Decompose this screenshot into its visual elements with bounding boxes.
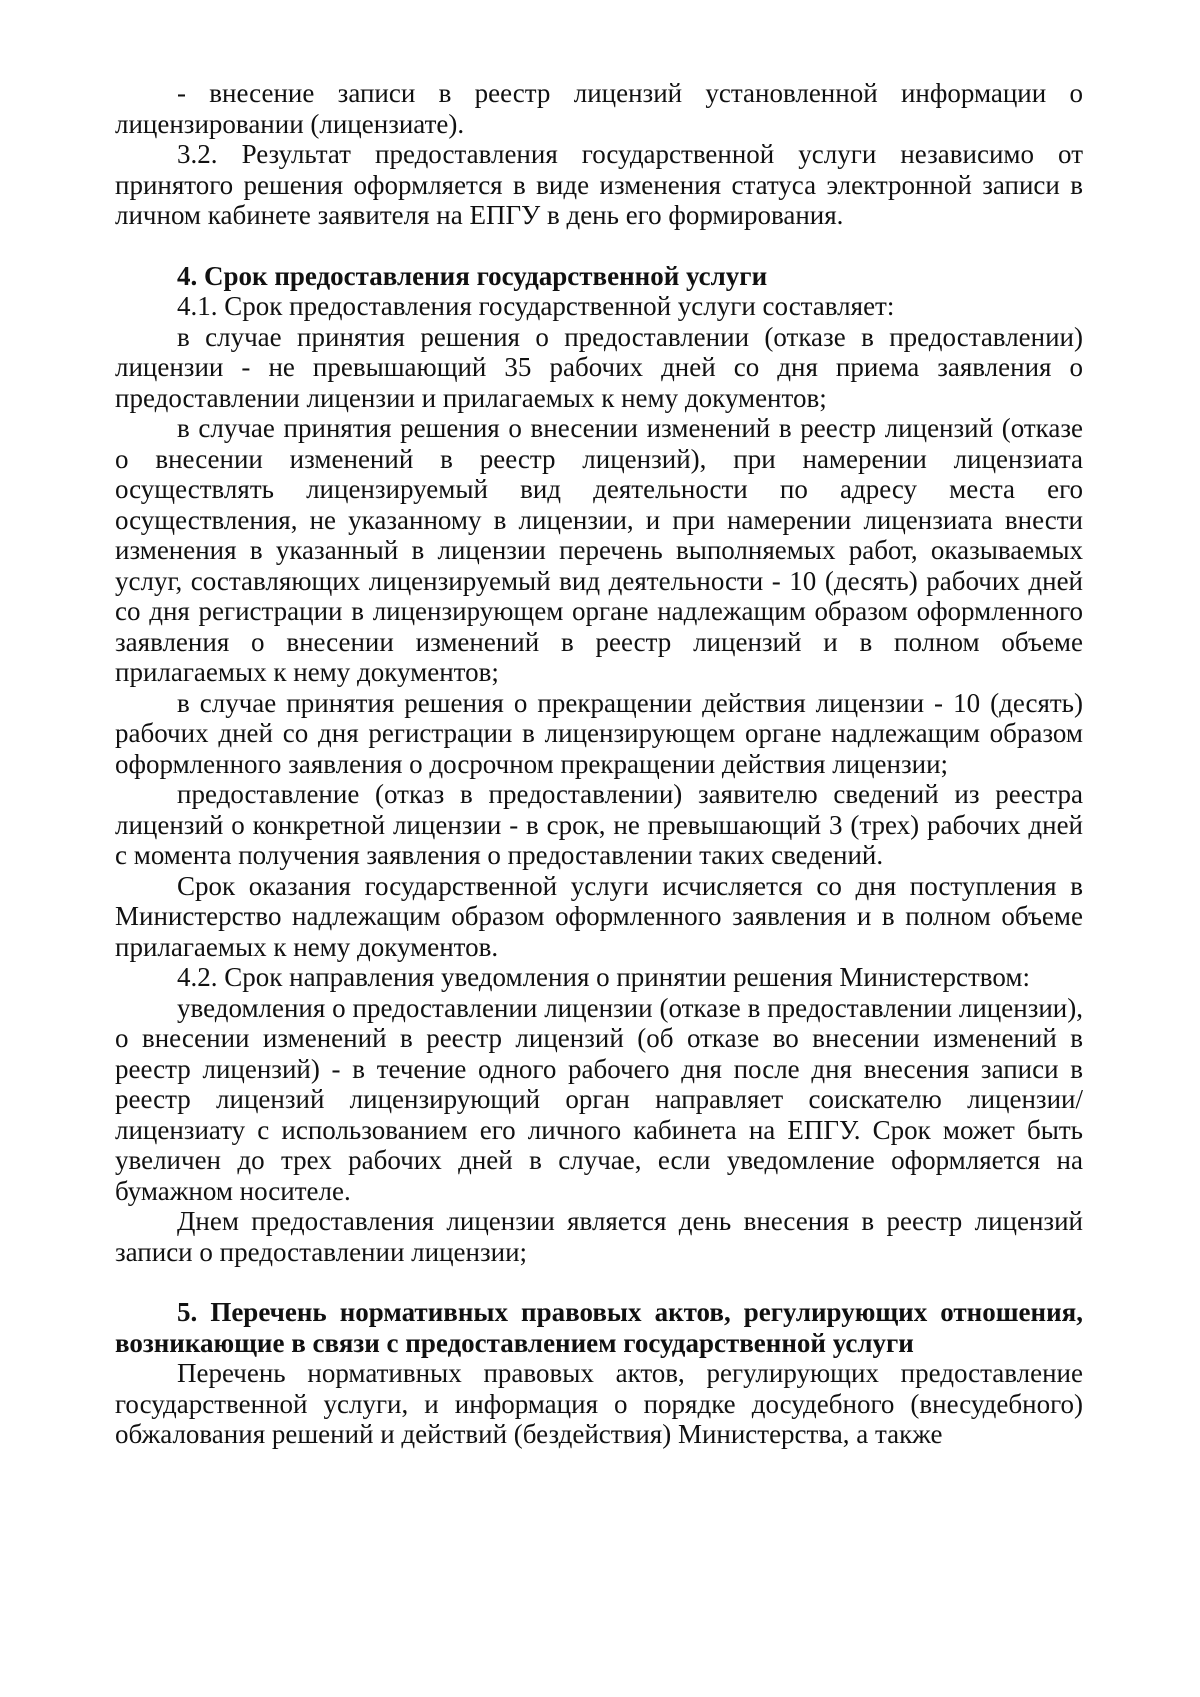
section-4-paragraph-8: уведомления о предоставлении лицензии (отказе в предоставлении лицензии), о внесении изменений в реестр лицензий (об отказе во внесении изменений в реестр лицензий) - в течение одного рабочего дня после дня внесения записи в реестр лицензий лицензирующий орган направляет соискателю лицензии/лицензиату с использованием его личного кабинета на ЕПГУ. Срок может быть увеличен до трех рабочих дней в случае, если уведомление оформляется на бумажном носителе. (115, 992, 1083, 1206)
section-4-paragraph-9: Днем предоставления лицензии является день внесения в реестр лицензий записи о предоставлении лицензии; (115, 1206, 1083, 1267)
section-4-paragraph-4: в случае принятия решения о прекращении действия лицензии - 10 (десять) рабочих дней со дня регистрации в лицензирующем органе надлежащим образом оформленного заявления о досрочном прекращении действия лицензии; (115, 687, 1083, 779)
section-4-paragraph-3: в случае принятия решения о внесении изменений в реестр лицензий (отказе о внесении изменений в реестр лицензий), при намерении лицензиата осуществлять лицензируемый вид деятельности по адресу места его осуществления, не указанному в лицензии, и при намерении лицензиата внести изменения в указанный в лицензии перечень выполняемых работ, оказываемых услуг, составляющих лицензируемый вид деятельности - 10 (десять) рабочих дней со дня регистрации в лицензирующем органе надлежащим образом оформленного заявления о внесении изменений в реестр лицензий и в полном объеме прилагаемых к нему документов; (115, 413, 1083, 687)
section-4-paragraph-2: в случае принятия решения о предоставлении (отказе в предоставлении) лицензии - не превышающий 35 рабочих дней со дня приема заявления о предоставлении лицензии и прилагаемых к нему документов; (115, 321, 1083, 413)
section-4-paragraph-6: Срок оказания государственной услуги исчисляется со дня поступления в Министерство надлежащим образом оформленного заявления и в полном объеме прилагаемых к нему документов. (115, 870, 1083, 962)
section-4-heading: 4. Срок предоставления государственной услуги (177, 260, 768, 291)
paragraph-intro-2: 3.2. Результат предоставления государственной услуги независимо от принятого решения оформляется в виде изменения статуса электронной записи в личном кабинете заявителя на ЕПГУ в день его формирования. (115, 139, 1083, 230)
section-5-heading: 5. Перечень нормативных правовых актов, регулирующих отношения, возникающие в связи с предоставлением государственной услуги (115, 1297, 1083, 1358)
section-4-paragraph-1: 4.1. Срок предоставления государственной услуги составляет: (177, 291, 895, 321)
section-4-paragraph-7: 4.2. Срок направления уведомления о принятии решения Министерством: (177, 962, 1030, 992)
paragraph-intro-1: - внесение записи в реестр лицензий установленной информации о лицензировании (лицензиате). (115, 78, 1083, 139)
section-4-paragraph-5: предоставление (отказ в предоставлении) заявителю сведений из реестра лицензий о конкретной лицензии - в срок, не превышающий 3 (трех) рабочих дней с момента получения заявления о предоставлении таких сведений. (115, 779, 1083, 870)
document-body (115, 78, 1083, 1450)
section-5-paragraph-1: Перечень нормативных правовых актов, регулирующих предоставление государственной услуги, и информация о порядке досудебного (внесудебного) обжалования решений и действий (бездействия) Министерства, а также (115, 1358, 1083, 1449)
